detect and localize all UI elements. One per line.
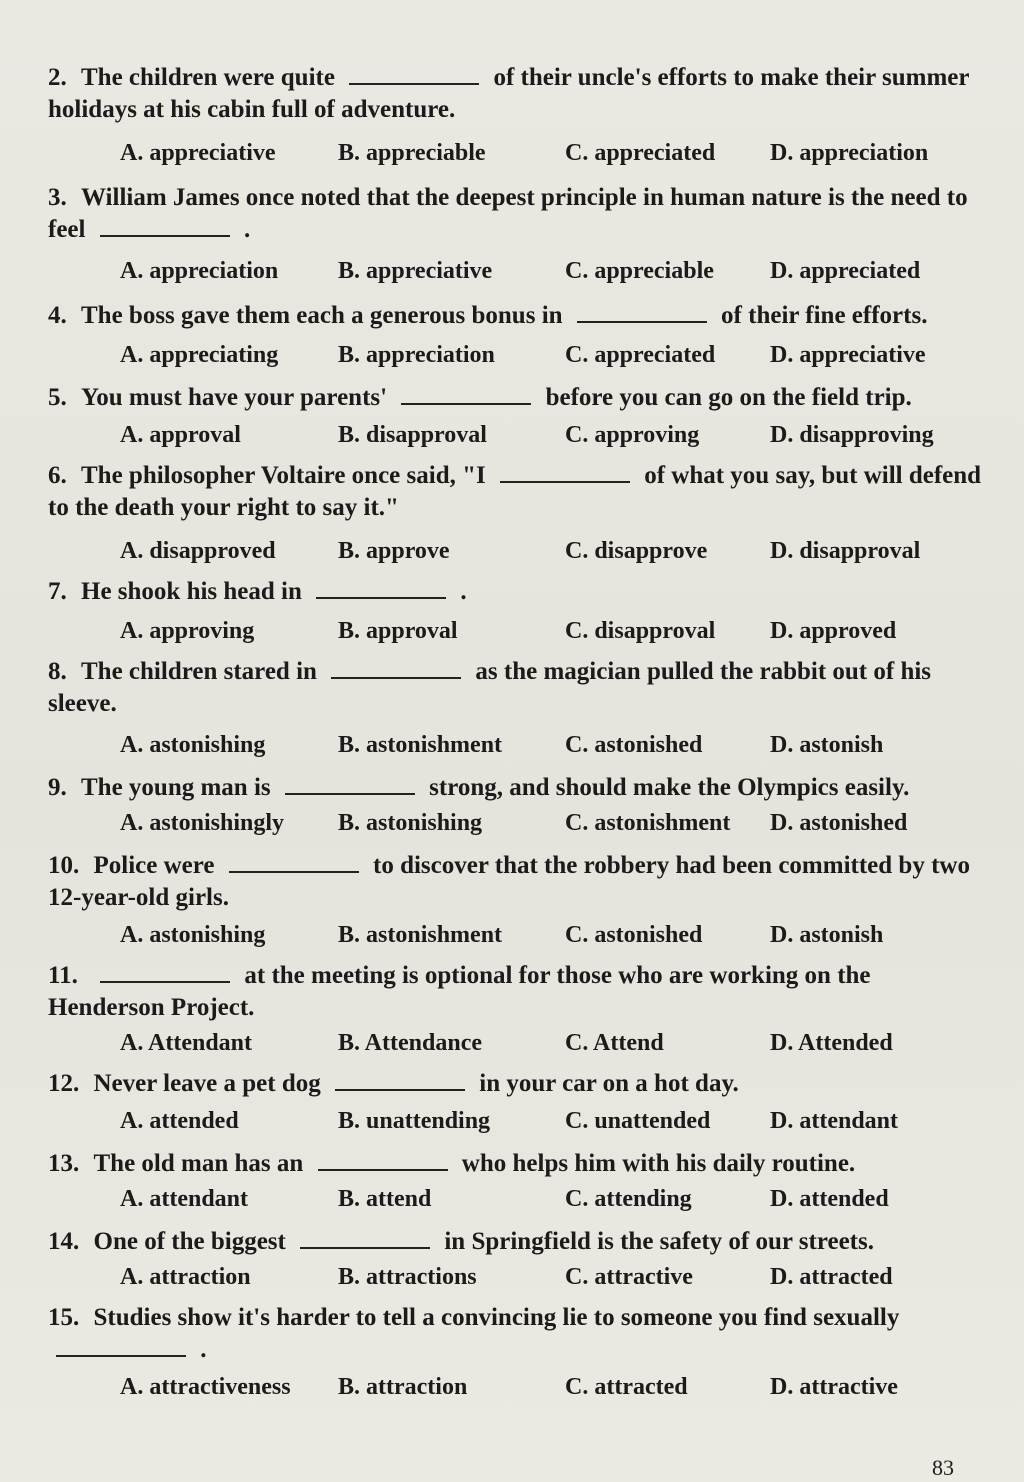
question-number: 5. — [48, 384, 67, 411]
question-8 — [48, 656, 983, 720]
option-b[interactable]: B. disapproval — [338, 422, 487, 448]
option-d[interactable]: D. attracted — [770, 1264, 893, 1290]
question-14 — [48, 1226, 983, 1258]
question-text-before: One of the biggest — [93, 1228, 286, 1255]
question-number: 4. — [48, 302, 67, 329]
option-d[interactable]: D. attractive — [770, 1374, 898, 1400]
answer-blank[interactable] — [229, 853, 359, 873]
option-c[interactable]: C. appreciable — [565, 258, 714, 284]
option-a[interactable]: A. attended — [120, 1108, 239, 1134]
question-text-before: The young man is — [81, 774, 271, 801]
option-d[interactable]: D. attended — [770, 1186, 889, 1212]
answer-blank[interactable] — [577, 303, 707, 323]
question-text-after: of their fine efforts. — [721, 302, 928, 329]
question-10 — [48, 850, 983, 914]
option-c[interactable]: C. attending — [565, 1186, 692, 1212]
question-number: 13. — [48, 1150, 80, 1177]
answer-blank[interactable] — [335, 1071, 465, 1091]
options-row — [120, 422, 980, 454]
question-text-after: strong, and should make the Olympics easily. — [429, 774, 910, 801]
option-d[interactable]: D. attendant — [770, 1108, 899, 1134]
option-c[interactable]: C. approving — [565, 422, 700, 448]
question-11 — [48, 960, 983, 1024]
question-number: 15. — [48, 1304, 80, 1331]
question-3 — [48, 182, 983, 246]
option-b[interactable]: B. approve — [338, 538, 450, 564]
option-d[interactable]: D. approved — [770, 618, 897, 644]
options-row — [120, 538, 980, 570]
question-number: 9. — [48, 774, 67, 801]
option-d[interactable]: D. Attended — [770, 1030, 893, 1056]
answer-blank[interactable] — [349, 65, 479, 85]
option-c[interactable]: C. attracted — [565, 1374, 688, 1400]
option-a[interactable]: A. astonishing — [120, 732, 266, 758]
question-text-before: The children stared in — [81, 658, 317, 685]
option-a[interactable]: A. disapproved — [120, 538, 276, 564]
options-row — [120, 1374, 980, 1406]
options-row — [120, 618, 980, 650]
question-number: 11. — [48, 962, 78, 989]
question-number: 3. — [48, 184, 67, 211]
question-text-before: Studies show it's harder to tell a convincing lie to someone you find sexually — [93, 1304, 900, 1331]
option-d[interactable]: D. astonish — [770, 922, 884, 948]
answer-blank[interactable] — [316, 579, 446, 599]
options-row — [120, 258, 980, 290]
option-b[interactable]: B. astonishment — [338, 922, 503, 948]
question-9 — [48, 772, 983, 804]
question-13 — [48, 1148, 983, 1180]
option-d[interactable]: D. astonished — [770, 810, 908, 836]
options-row — [120, 1264, 980, 1296]
question-number: 6. — [48, 462, 67, 489]
answer-blank[interactable] — [401, 385, 531, 405]
question-text-before: The old man has an — [93, 1150, 304, 1177]
page-number: 83 — [932, 1455, 954, 1480]
option-b[interactable]: B. Attendance — [338, 1030, 482, 1056]
option-c[interactable]: C. unattended — [565, 1108, 711, 1134]
question-text-before: Never leave a pet dog — [93, 1070, 321, 1097]
question-number: 8. — [48, 658, 67, 685]
options-row — [120, 1186, 980, 1218]
option-a[interactable]: A. attendant — [120, 1186, 249, 1212]
option-d[interactable]: D. disapproval — [770, 538, 921, 564]
option-d[interactable]: D. disapproving — [770, 422, 934, 448]
question-text-after: of their uncle's efforts to make their summer holidays at his cabin full of adventure. — [48, 64, 970, 123]
question-text-before: The children were quite — [81, 64, 335, 91]
options-row — [120, 140, 980, 172]
question-7 — [48, 576, 983, 608]
answer-blank[interactable] — [56, 1337, 186, 1357]
question-number: 2. — [48, 64, 67, 91]
option-c[interactable]: C. Attend — [565, 1030, 664, 1056]
question-text-after: in your car on a hot day. — [479, 1070, 739, 1097]
option-d[interactable]: D. appreciated — [770, 258, 921, 284]
options-row — [120, 810, 980, 842]
question-text-before: He shook his head in — [81, 578, 302, 605]
option-c[interactable]: C. astonishment — [565, 810, 731, 836]
option-b[interactable]: B. attend — [338, 1186, 432, 1212]
question-4 — [48, 300, 983, 332]
option-a[interactable]: A. astonishingly — [120, 810, 285, 836]
option-a[interactable]: A. astonishing — [120, 922, 266, 948]
option-b[interactable]: B. attractions — [338, 1264, 477, 1290]
option-a[interactable]: A. appreciative — [120, 140, 276, 166]
options-row — [120, 732, 980, 764]
answer-blank[interactable] — [100, 963, 230, 983]
question-text-before: You must have your parents' — [81, 384, 388, 411]
option-c[interactable]: C. astonished — [565, 732, 703, 758]
question-text-after: at the meeting is optional for those who are working on the Henderson Project. — [48, 962, 871, 1021]
option-a[interactable]: A. approval — [120, 422, 241, 448]
option-a[interactable]: A. appreciating — [120, 342, 279, 368]
answer-blank[interactable] — [285, 775, 415, 795]
option-c[interactable]: C. disapprove — [565, 538, 708, 564]
question-text-before: William James once noted that the deepest principle in human nature is the need to feel — [48, 184, 968, 243]
option-a[interactable]: A. appreciation — [120, 258, 279, 284]
options-row — [120, 922, 980, 954]
question-text-after: before you can go on the field trip. — [545, 384, 912, 411]
question-text-after: to discover that the robbery had been committed by two 12-year-old girls. — [48, 852, 970, 911]
options-row — [120, 1030, 980, 1062]
option-c[interactable]: C. disapproval — [565, 618, 716, 644]
question-text-before: Police were — [93, 852, 215, 879]
question-text-after: . — [200, 1336, 207, 1363]
option-d[interactable]: D. astonish — [770, 732, 884, 758]
answer-blank[interactable] — [318, 1151, 448, 1171]
question-5 — [48, 382, 983, 414]
question-text-after: in Springfield is the safety of our streets. — [444, 1228, 874, 1255]
option-b[interactable]: B. astonishing — [338, 810, 483, 836]
option-c[interactable]: C. appreciated — [565, 140, 716, 166]
question-6 — [48, 460, 983, 524]
question-12 — [48, 1068, 983, 1100]
options-row — [120, 342, 980, 374]
option-b[interactable]: B. appreciative — [338, 258, 493, 284]
question-2 — [48, 62, 983, 126]
answer-blank[interactable] — [500, 463, 630, 483]
option-a[interactable]: A. Attendant — [120, 1030, 253, 1056]
question-text-after: as the magician pulled the rabbit out of his sleeve. — [48, 658, 932, 717]
question-text-after: who helps him with his daily routine. — [461, 1150, 856, 1177]
option-a[interactable]: A. attraction — [120, 1264, 251, 1290]
question-text-before: The philosopher Voltaire once said, "I — [81, 462, 486, 489]
question-text-after: . — [243, 216, 251, 243]
answer-blank[interactable] — [300, 1229, 430, 1249]
option-b[interactable]: B. attraction — [338, 1374, 468, 1400]
option-a[interactable]: A. approving — [120, 618, 255, 644]
option-d[interactable]: D. appreciation — [770, 140, 929, 166]
option-b[interactable]: B. astonishment — [338, 732, 503, 758]
options-row — [120, 1108, 980, 1140]
option-b[interactable]: B. appreciation — [338, 342, 495, 368]
question-number: 12. — [48, 1070, 80, 1097]
option-b[interactable]: B. appreciable — [338, 140, 486, 166]
option-a[interactable]: A. attractiveness — [120, 1374, 291, 1400]
answer-blank[interactable] — [331, 659, 461, 679]
question-text-after: . — [460, 578, 467, 605]
option-c[interactable]: C. attractive — [565, 1264, 693, 1290]
option-c[interactable]: C. astonished — [565, 922, 703, 948]
question-number: 7. — [48, 578, 67, 605]
question-15 — [48, 1302, 983, 1366]
option-d[interactable]: D. appreciative — [770, 342, 926, 368]
question-number: 10. — [48, 852, 80, 879]
question-text-before: The boss gave them each a generous bonus in — [81, 302, 563, 329]
option-b[interactable]: B. approval — [338, 618, 458, 644]
option-b[interactable]: B. unattending — [338, 1108, 491, 1134]
answer-blank[interactable] — [100, 217, 230, 237]
option-c[interactable]: C. appreciated — [565, 342, 716, 368]
question-number: 14. — [48, 1228, 80, 1255]
question-text-after: of what you say, but will defend to the death your right to say it." — [48, 462, 982, 521]
